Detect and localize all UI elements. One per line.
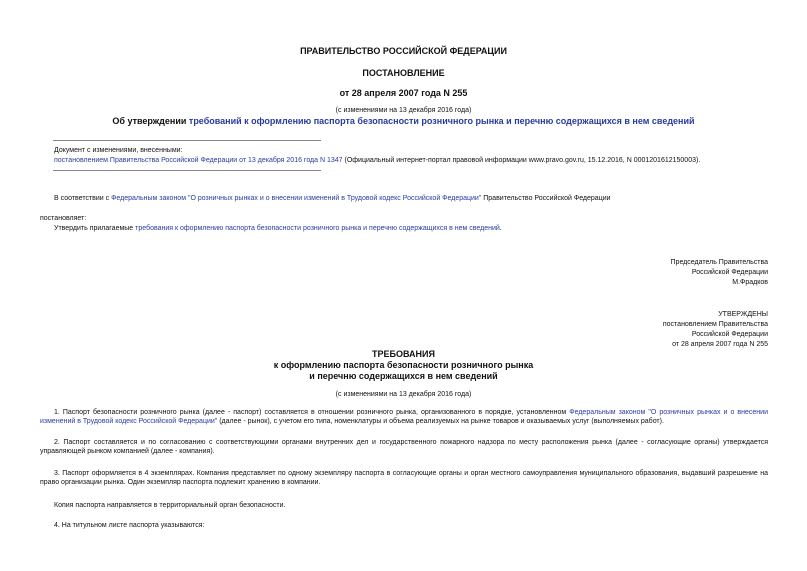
paragraph-2: 2. Паспорт составляется и по согласованию с соответствующими органами внутренних дел и государственного пожарного надзора по месту расположения рынка (далее - согласующие органы) утверждается управляющей рынком компанией (далее - компания). (40, 439, 768, 455)
document-title-link[interactable]: требований к оформлению паспорта безопасности розничного рынка и перечню содержащихся в нем сведений (188, 116, 695, 126)
document-title (0, 116, 807, 127)
preamble-suffix: Правительство Российской Федерации (481, 195, 611, 202)
approved-heading: УТВЕРЖДЕНЫ (718, 311, 768, 318)
document-type: ПОСТАНОВЛЕНИЕ (362, 68, 445, 78)
requirements-title: ТРЕБОВАНИЯ (372, 349, 435, 359)
amendments-bottom-rule (53, 170, 321, 171)
paragraph-1-law-link[interactable]: Федеральным законом "О розничных рынках и о внесении изменений в Трудовой кодекс Российской Федерации" (40, 409, 768, 425)
approved-by: постановлением Правительства (662, 321, 768, 328)
amendments-top-rule (53, 140, 321, 141)
amendments-entry (54, 156, 700, 165)
signature-position: Председатель Правительства (670, 259, 768, 266)
amendments-heading: Документ с изменениями, внесенными: (54, 147, 183, 154)
amendment-source: (Официальный интернет-портал правовой информации www.pravo.gov.ru, 15.12.2016, N 0001201612150003). (342, 157, 701, 164)
approved-country: Российской Федерации (691, 331, 768, 338)
document-title-prefix: Об утверждении (112, 116, 189, 126)
signature-country: Российской Федерации (691, 269, 768, 276)
government-heading: ПРАВИТЕЛЬСТВО РОССИЙСКОЙ ФЕДЕРАЦИИ (300, 46, 507, 56)
approved-date: от 28 апреля 2007 года N 255 (672, 341, 768, 348)
signature-name: М.Фрадков (732, 279, 768, 286)
requirements-subtitle-1: к оформлению паспорта безопасности розничного рынка (273, 360, 534, 370)
paragraph-1-text-a: 1. Паспорт безопасности розничного рынка (далее - паспорт) составляется в отношении розничного рынка, организованного в порядке, установленном (54, 409, 570, 416)
paragraph-3: 3. Паспорт оформляется в 4 экземплярах. Компания представляет по одному экземпляру паспорта в согласующие органы и орган местного самоуправления муниципального образования, выдавший разрешение на право организации рынка. Один экземпляр паспорта подлежит хранению в компании. (40, 470, 768, 486)
approve-paragraph (54, 224, 502, 233)
approve-suffix: . (499, 225, 502, 232)
decides-text: постановляет: (40, 215, 87, 222)
federal-law-link[interactable]: Федеральным законом "О розничных рынках и о внесении изменений в Трудовой кодекс Российской Федерации" (111, 195, 482, 202)
paragraph-3-copy: Копия паспорта направляется в территориальный орган безопасности. (54, 502, 286, 509)
amended-note: (с изменениями на 13 декабря 2016 года) (335, 107, 472, 114)
requirements-link[interactable]: требования к оформлению паспорта безопасности розничного рынка и перечню содержащихся в нем сведений (135, 225, 500, 232)
document-date-number: от 28 апреля 2007 года N 255 (339, 88, 468, 98)
preamble-prefix: В соответствии с (54, 195, 112, 202)
amendment-link[interactable]: постановлением Правительства Российской Федерации от 13 декабря 2016 года N 1347 (54, 157, 343, 164)
paragraph-1-text-b: (далее - рынок), с учетом его типа, номенклатуры и объема реализуемых на рынке товаров и оказываемых услуг (выполняемых работ). (217, 418, 664, 425)
paragraph-1 (40, 408, 768, 426)
approve-prefix: Утвердить прилагаемые (54, 225, 136, 232)
preamble (54, 194, 611, 203)
paragraph-4: 4. На титульном листе паспорта указываются: (54, 522, 205, 529)
requirements-subtitle-2: и перечню содержащихся в нем сведений (309, 371, 498, 381)
requirements-amended-note: (с изменениями на 13 декабря 2016 года) (335, 391, 472, 398)
